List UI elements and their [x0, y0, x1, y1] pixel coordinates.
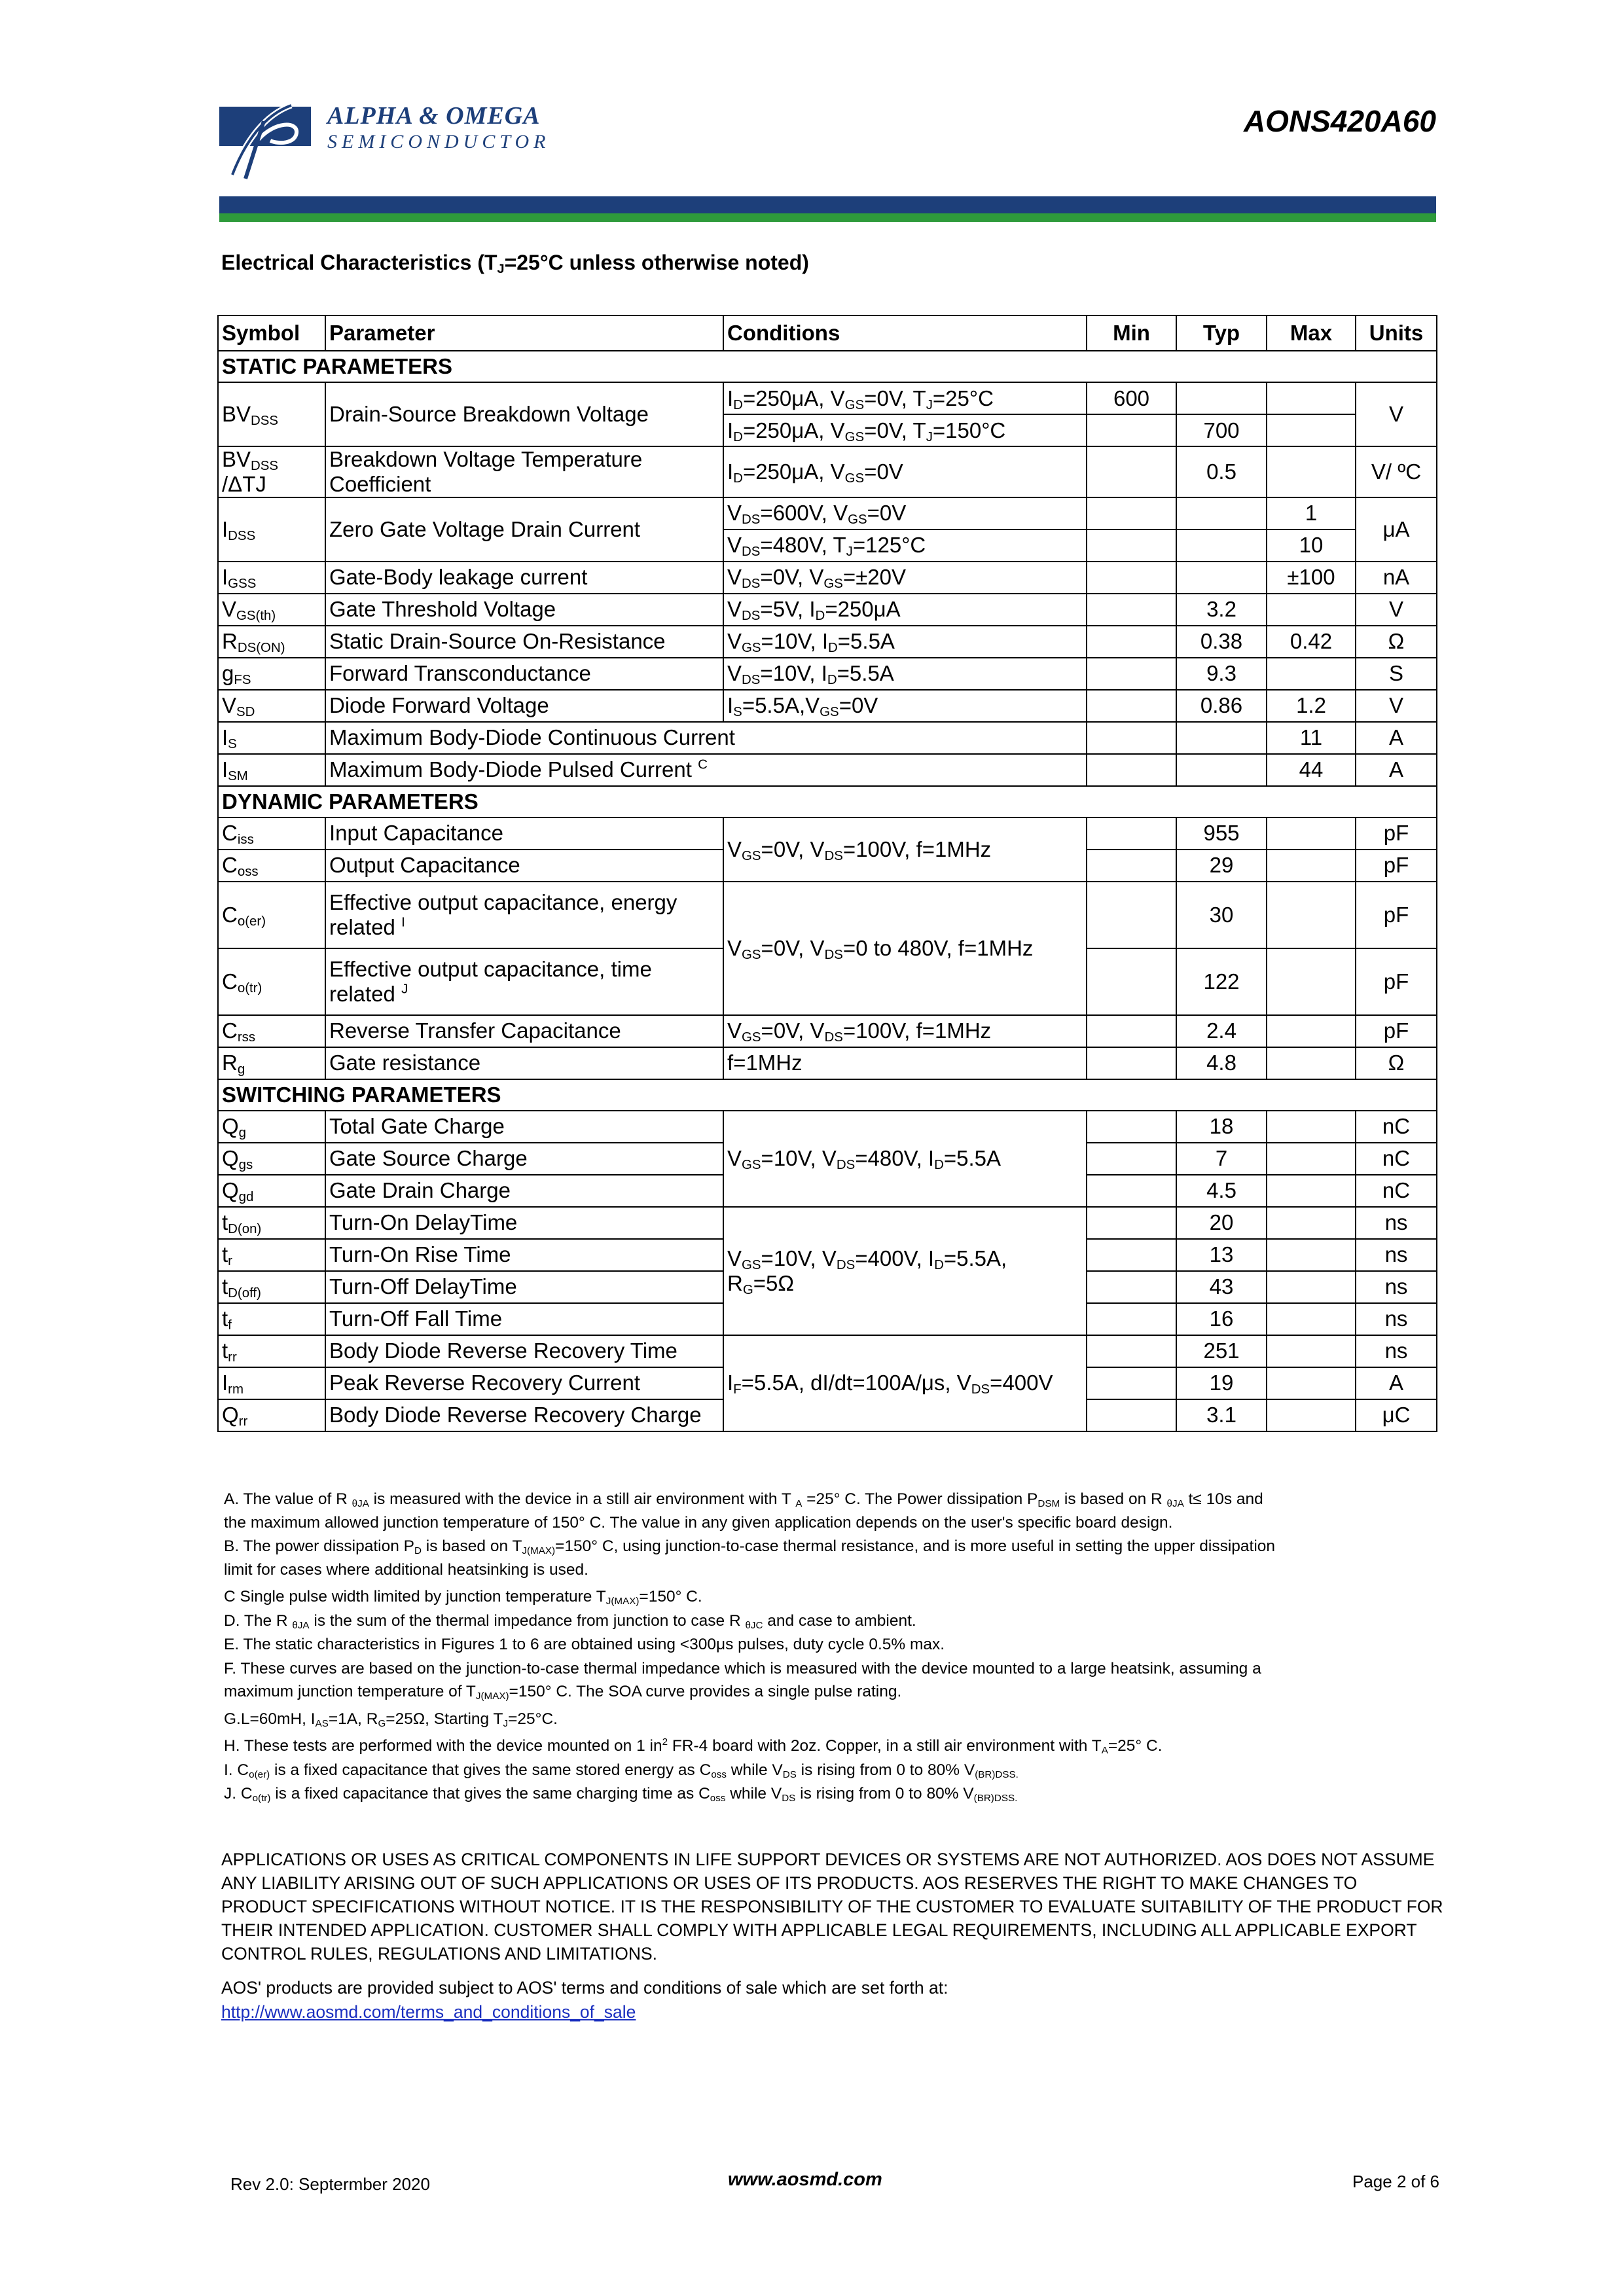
- typ-qgs: 7: [1176, 1143, 1267, 1175]
- symbol-igss: $I_{GSS}$: [218, 562, 325, 594]
- part-number: AONS420A60: [1243, 104, 1436, 138]
- symbol-idss: $I_{DSS}$: [218, 497, 325, 562]
- cond-recovery: $I_F=5.5A$, dI/dt=100A/μs, $V_{DS}=400V$: [723, 1335, 1087, 1431]
- typ-tdoff: 43: [1176, 1271, 1267, 1303]
- symbol-coss: $C_{oss}$: [218, 850, 325, 882]
- param-rg: Gate resistance: [325, 1047, 723, 1079]
- typ-rds-on: 0.38: [1176, 626, 1267, 658]
- symbol-is: $I_S$: [218, 722, 325, 754]
- units-trr: ns: [1356, 1335, 1437, 1367]
- header-bar-blue: [219, 196, 1436, 213]
- typ-cotr: 122: [1176, 948, 1267, 1015]
- terms-text: AOS' products are provided subject to AOS' terms and conditions of sale which are set forth at:: [221, 1978, 948, 1998]
- symbol-trr: $t_{rr}$: [218, 1335, 325, 1367]
- units-qgd: nC: [1356, 1175, 1437, 1207]
- typ-tr: 13: [1176, 1239, 1267, 1271]
- units-gfs: S: [1356, 658, 1437, 690]
- table-row: [218, 1047, 1437, 1079]
- cond-cap-1: $V_{GS}=0V$, $V_{DS}=100V$, f=1MHz: [723, 817, 1087, 882]
- param-trr: Body Diode Reverse Recovery Time: [325, 1335, 723, 1367]
- footer-revision: Rev 2.0: Septermber 2020: [230, 2174, 430, 2194]
- param-rds-on: Static Drain-Source On-Resistance: [325, 626, 723, 658]
- param-qgd: Gate Drain Charge: [325, 1175, 723, 1207]
- units-qg: nC: [1356, 1111, 1437, 1143]
- symbol-tf: $t_f$: [218, 1303, 325, 1335]
- param-crss: Reverse Transfer Capacitance: [325, 1015, 723, 1047]
- cond-bvdss-25: $I_D=250\mu A$, $V_{GS}=0V$, $T_J=25^\circ C$: [723, 382, 1087, 414]
- units-vgs-th: V: [1356, 594, 1437, 626]
- param-bvdss: Drain-Source Breakdown Voltage: [325, 382, 723, 446]
- cond-vgs-th: $V_{DS}=5V$, $I_D=250\mu A$: [723, 594, 1087, 626]
- param-vsd: Diode Forward Voltage: [325, 690, 723, 722]
- section-static: STATIC PARAMETERS: [218, 351, 1437, 382]
- symbol-crss: $C_{rss}$: [218, 1015, 325, 1047]
- note-b: B. The power dissipation $P_D$ is based on $T_{J(MAX)}=150^\circ$ C, using junction-to-case thermal resistance, and is more useful in setting the upper dissipation limit for cases where additional heatsinking is used.: [224, 1537, 1276, 1579]
- units-rg: Ω: [1356, 1047, 1437, 1079]
- table-row: [218, 817, 1437, 850]
- table-row: [218, 562, 1437, 594]
- units-ism: A: [1356, 754, 1437, 786]
- symbol-tr: $t_r$: [218, 1239, 325, 1271]
- param-irm: Peak Reverse Recovery Current: [325, 1367, 723, 1399]
- units-tdon: ns: [1356, 1207, 1437, 1239]
- param-qg: Total Gate Charge: [325, 1111, 723, 1143]
- min-bvdss: 600: [1087, 382, 1176, 414]
- terms-link[interactable]: http://www.aosmd.com/terms_and_conditions_of_sale: [221, 2002, 636, 2022]
- symbol-coer: $C_{o(er)}$: [218, 882, 325, 948]
- symbol-bvdss-tj: $BV_{DSS}$ /ΔTJ: [218, 446, 325, 497]
- units-vsd: V: [1356, 690, 1437, 722]
- param-idss: Zero Gate Voltage Drain Current: [325, 497, 723, 562]
- table-row: [218, 1015, 1437, 1047]
- units-qgs: nC: [1356, 1143, 1437, 1175]
- typ-gfs: 9.3: [1176, 658, 1267, 690]
- col-conditions: Conditions: [723, 315, 1087, 351]
- disclaimer: APPLICATIONS OR USES AS CRITICAL COMPONENTS IN LIFE SUPPORT DEVICES OR SYSTEMS ARE NOT AUTHORIZED. AOS DOES NOT ASSUME ANY LIABILITY ARISING OUT OF SUCH APPLICATIONS OR USES OF ITS PRODUCTS. AOS RESERVES THE RIGHT TO MAKE CHANGES TO PRODUCT SPECIFICATIONS WITHOUT NOTICE. IT IS THE RESPONSIBILITY OF THE CUSTOMER TO EVALUATE SUITABILITY OF THE PRODUCT FOR THEIR INTENDED APPLICATION. CUSTOMER SHALL COMPLY WITH APPLICABLE LEGAL REQUIREMENTS, INCLUDING ALL APPLICABLE EXPORT CONTROL RULES, REGULATIONS AND LIMITATIONS.: [221, 1850, 1443, 1964]
- cond-rds-on: $V_{GS}=10V$, $I_D=5.5A$: [723, 626, 1087, 658]
- company-subtitle: SEMICONDUCTOR: [327, 131, 550, 152]
- typ-tdon: 20: [1176, 1207, 1267, 1239]
- typ-ciss: 955: [1176, 817, 1267, 850]
- cond-bvdss-150: $I_D=250\mu A$, $V_{GS}=0V$, $T_J=150^\circ C$: [723, 414, 1087, 446]
- max-idss-1: 1: [1267, 497, 1356, 529]
- cond-gfs: $V_{DS}=10V$, $I_D=5.5A$: [723, 658, 1087, 690]
- company-name: ALPHA & OMEGA: [327, 102, 541, 130]
- note-d: D. The R $_{\theta JA}$ is the sum of the thermal impedance from junction to case R $_{\theta JC}$ and case to ambient.: [224, 1611, 916, 1631]
- cond-charge: $V_{GS}=10V$, $V_{DS}=480V$, $I_D=5.5A$: [723, 1111, 1087, 1207]
- table-row: [218, 594, 1437, 626]
- param-tdon: Turn-On DelayTime: [325, 1207, 723, 1239]
- param-is: Maximum Body-Diode Continuous Current: [325, 722, 1087, 754]
- symbol-tdon: $t_{D(on)}$: [218, 1207, 325, 1239]
- logo-mark-icon: [219, 101, 317, 180]
- cond-switching: $V_{GS}=10V$, $V_{DS}=400V$, $I_D=5.5A$, $R_G=5\Omega$: [723, 1207, 1087, 1335]
- param-coer: Effective output capacitance, energy related $^I$: [325, 882, 723, 948]
- note-e: E. The static characteristics in Figures 1 to 6 are obtained using <300μs pulses, duty cycle 0.5% max.: [224, 1636, 945, 1654]
- typ-irm: 19: [1176, 1367, 1267, 1399]
- table-header-row: [218, 315, 1437, 351]
- max-idss-2: 10: [1267, 529, 1356, 562]
- symbol-tdoff: $t_{D(off)}$: [218, 1271, 325, 1303]
- units-tr: ns: [1356, 1239, 1437, 1271]
- param-ciss: Input Capacitance: [325, 817, 723, 850]
- param-tr: Turn-On Rise Time: [325, 1239, 723, 1271]
- symbol-irm: $I_{rm}$: [218, 1367, 325, 1399]
- symbol-bvdss: $BV_{DSS}$: [218, 382, 325, 446]
- param-qgs: Gate Source Charge: [325, 1143, 723, 1175]
- symbol-qrr: $Q_{rr}$: [218, 1399, 325, 1431]
- symbol-qgs: $Q_{gs}$: [218, 1143, 325, 1175]
- param-cotr: Effective output capacitance, time related $^J$: [325, 948, 723, 1015]
- col-min: Min: [1087, 315, 1176, 351]
- param-igss: Gate-Body leakage current: [325, 562, 723, 594]
- table-row: [218, 1111, 1437, 1143]
- typ-crss: 2.4: [1176, 1015, 1267, 1047]
- units-coer: pF: [1356, 882, 1437, 948]
- note-f: F. These curves are based on the junction-to-case thermal impedance which is measured with the device mounted to a large heatsink, assuming a maximum junction temperature of $T_{J(MAX)}=150^\circ$ C. The SOA curve provides a single pulse rating.: [224, 1659, 1261, 1702]
- param-tf: Turn-Off Fall Time: [325, 1303, 723, 1335]
- units-irm: A: [1356, 1367, 1437, 1399]
- units-cotr: pF: [1356, 948, 1437, 1015]
- units-igss: nA: [1356, 562, 1437, 594]
- max-ism: 44: [1267, 754, 1356, 786]
- col-units: Units: [1356, 315, 1437, 351]
- section-title: Electrical Characteristics ($T_J=25^\circ C$ unless otherwise noted): [221, 251, 809, 276]
- cond-idss-2: $V_{DS}=480V$, $T_J=125^\circ C$: [723, 529, 1087, 562]
- section-switching: SWITCHING PARAMETERS: [218, 1079, 1437, 1111]
- note-g: G.L=60mH, $I_{AS}=1A$, $R_G=25\Omega$, Starting $T_J=25^\circ C$.: [224, 1710, 558, 1729]
- max-vsd: 1.2: [1267, 690, 1356, 722]
- units-tf: ns: [1356, 1303, 1437, 1335]
- table-row: [218, 882, 1437, 948]
- symbol-qgd: $Q_{gd}$: [218, 1175, 325, 1207]
- symbol-vsd: $V_{SD}$: [218, 690, 325, 722]
- note-a: A. The value of R $_{\theta JA}$ is measured with the device in a still air environment with T $_A$ =25° C. The Power dissipation $P_{DSM}$ is based on R $_{\theta JA}$ t≤ 10s and the maximum allowed junction temperature of 150° C. The value in any given application depends on the user's specific board design.: [224, 1490, 1263, 1532]
- cond-rg: f=1MHz: [723, 1047, 1087, 1079]
- note-c: C Single pulse width limited by junction temperature $T_{J(MAX)}=150^\circ$ C.: [224, 1588, 702, 1607]
- units-rds-on: Ω: [1356, 626, 1437, 658]
- cond-vsd: $I_S=5.5A,V_{GS}=0V$: [723, 690, 1087, 722]
- table-row: [218, 658, 1437, 690]
- param-ism: Maximum Body-Diode Pulsed Current $^C$: [325, 754, 1087, 786]
- units-qrr: μC: [1356, 1399, 1437, 1431]
- typ-qg: 18: [1176, 1111, 1267, 1143]
- units-tdoff: ns: [1356, 1271, 1437, 1303]
- typ-bvdss-tj: 0.5: [1176, 446, 1267, 497]
- table-row: [218, 1207, 1437, 1239]
- col-parameter: Parameter: [325, 315, 723, 351]
- typ-bvdss: 700: [1176, 414, 1267, 446]
- cond-crss: $V_{GS}=0V$, $V_{DS}=100V$, f=1MHz: [723, 1015, 1087, 1047]
- max-igss: ±100: [1267, 562, 1356, 594]
- typ-coer: 30: [1176, 882, 1267, 948]
- table-row: [218, 1335, 1437, 1367]
- note-h: H. These tests are performed with the device mounted on 1 $in^2$ FR-4 board with 2oz. Copper, in a still air environment with $T_A=25^\circ$ C.: [224, 1736, 1163, 1756]
- units-coss: pF: [1356, 850, 1437, 882]
- param-coss: Output Capacitance: [325, 850, 723, 882]
- units-crss: pF: [1356, 1015, 1437, 1047]
- symbol-vgs-th: $V_{GS(th)}$: [218, 594, 325, 626]
- typ-coss: 29: [1176, 850, 1267, 882]
- symbol-rg: $R_g$: [218, 1047, 325, 1079]
- cond-cap-2: $V_{GS}=0V$, $V_{DS}=0$ to 480V, f=1MHz: [723, 882, 1087, 1015]
- footnotes: [224, 1488, 1441, 1806]
- units-idss: μA: [1356, 497, 1437, 562]
- header-bar-green: [219, 213, 1436, 222]
- typ-qrr: 3.1: [1176, 1399, 1267, 1431]
- max-is: 11: [1267, 722, 1356, 754]
- section-row: [218, 351, 1437, 382]
- col-max: Max: [1267, 315, 1356, 351]
- symbol-cotr: $C_{o(tr)}$: [218, 948, 325, 1015]
- col-typ: Typ: [1176, 315, 1267, 351]
- param-qrr: Body Diode Reverse Recovery Charge: [325, 1399, 723, 1431]
- cond-idss-1: $V_{DS}=600V$, $V_{GS}=0V$: [723, 497, 1087, 529]
- param-gfs: Forward Transconductance: [325, 658, 723, 690]
- section-row: [218, 786, 1437, 817]
- param-vgs-th: Gate Threshold Voltage: [325, 594, 723, 626]
- table-row: [218, 497, 1437, 529]
- section-row: [218, 1079, 1437, 1111]
- note-i: I. $C_{o(er)}$ is a fixed capacitance that gives the same stored energy as $C_{oss}$ while $V_{DS}$ is rising from 0 to 80% $V_{(BR)DSS.}$: [224, 1761, 1019, 1780]
- footer-page-number: Page 2 of 6: [1352, 2172, 1439, 2191]
- electrical-characteristics-table: [217, 315, 1437, 1432]
- note-j: J. $C_{o(tr)}$ is a fixed capacitance that gives the same charging time as $C_{oss}$ while $V_{DS}$ is rising from 0 to 80% $V_{(BR)DSS.}$: [224, 1785, 1018, 1804]
- section-dynamic: DYNAMIC PARAMETERS: [218, 786, 1437, 817]
- cond-bvdss-tj: $I_D=250\mu A$, $V_{GS}=0V$: [723, 446, 1087, 497]
- symbol-rds-on: $R_{DS(ON)}$: [218, 626, 325, 658]
- max-rds-on: 0.42: [1267, 626, 1356, 658]
- typ-qgd: 4.5: [1176, 1175, 1267, 1207]
- table-row: [218, 754, 1437, 786]
- symbol-ciss: $C_{iss}$: [218, 817, 325, 850]
- typ-trr: 251: [1176, 1335, 1267, 1367]
- symbol-qg: $Q_g$: [218, 1111, 325, 1143]
- param-tdoff: Turn-Off DelayTime: [325, 1271, 723, 1303]
- units-ciss: pF: [1356, 817, 1437, 850]
- table-row: [218, 446, 1437, 497]
- units-bvdss: V: [1356, 382, 1437, 446]
- units-is: A: [1356, 722, 1437, 754]
- symbol-gfs: $g_{FS}$: [218, 658, 325, 690]
- table-row: [218, 626, 1437, 658]
- cond-igss: $V_{DS}=0V$, $V_{GS}=\pm 20V$: [723, 562, 1087, 594]
- symbol-ism: $I_{SM}$: [218, 754, 325, 786]
- units-bvdss-tj: V/ ºC: [1356, 446, 1437, 497]
- table-row: [218, 722, 1437, 754]
- col-symbol: Symbol: [218, 315, 325, 351]
- typ-tf: 16: [1176, 1303, 1267, 1335]
- typ-vsd: 0.86: [1176, 690, 1267, 722]
- table-row: [218, 690, 1437, 722]
- table-row: [218, 382, 1437, 414]
- footer-website[interactable]: www.aosmd.com: [728, 2169, 882, 2190]
- company-logo: [219, 101, 596, 180]
- typ-vgs-th: 3.2: [1176, 594, 1267, 626]
- typ-rg: 4.8: [1176, 1047, 1267, 1079]
- param-bvdss-tj: Breakdown Voltage Temperature Coefficient: [325, 446, 723, 497]
